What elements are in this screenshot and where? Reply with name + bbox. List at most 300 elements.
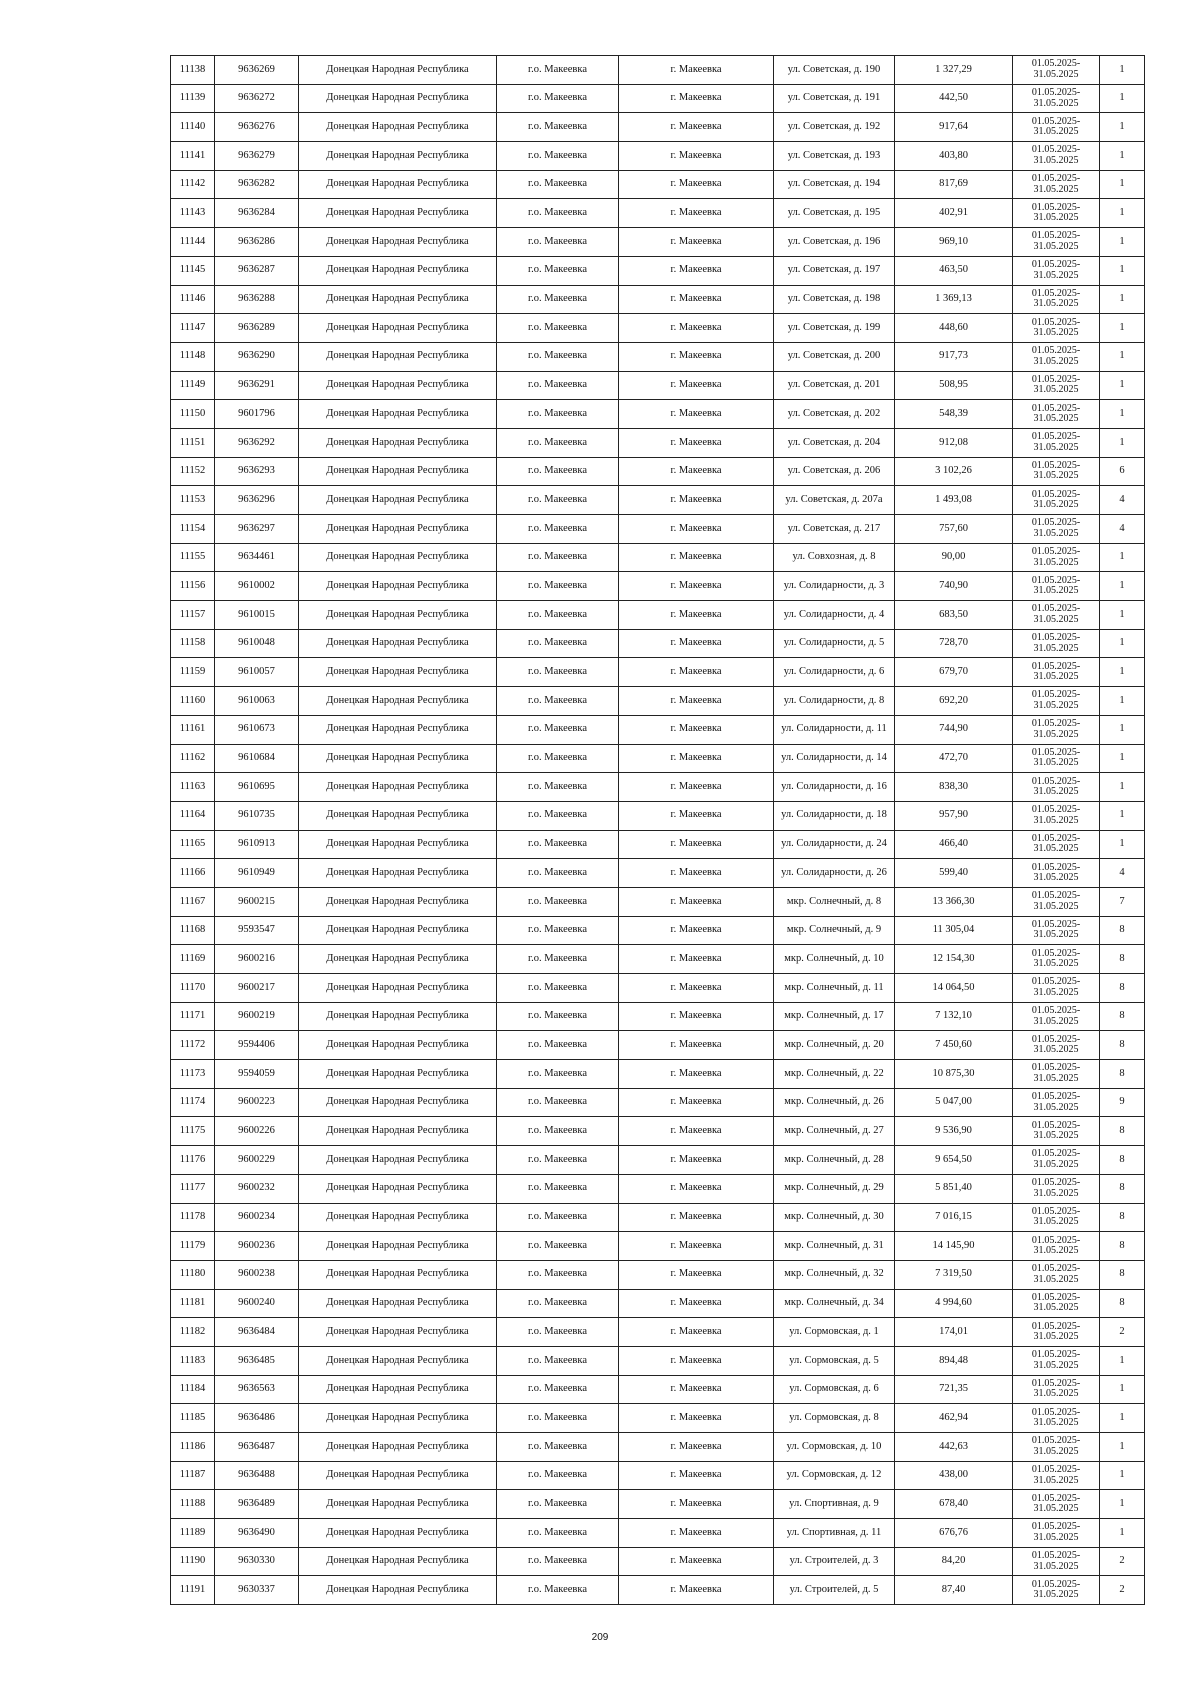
city-cell: г. Макеевка — [619, 400, 774, 429]
table-row — [171, 1490, 1145, 1519]
district-cell: г.о. Макеевка — [497, 1232, 619, 1261]
address-cell: ул. Солидарности, д. 8 — [774, 687, 895, 716]
row-number-cell: 11154 — [171, 515, 215, 544]
period-start: 01.05.2025- — [1031, 1062, 1081, 1074]
city-cell: г. Макеевка — [619, 1174, 774, 1203]
city-cell: г. Макеевка — [619, 887, 774, 916]
period-cell — [1013, 1433, 1100, 1462]
region-cell: Донецкая Народная Республика — [299, 371, 497, 400]
period-cell — [1013, 1232, 1100, 1261]
table-row — [171, 56, 1145, 85]
period-start: 01.05.2025- — [1031, 1435, 1081, 1447]
area-cell: 957,90 — [895, 801, 1013, 830]
period-cell — [1013, 400, 1100, 429]
row-number-cell: 11163 — [171, 773, 215, 802]
period-cell — [1013, 515, 1100, 544]
address-cell: мкр. Солнечный, д. 32 — [774, 1260, 895, 1289]
region-cell: Донецкая Народная Республика — [299, 801, 497, 830]
page-number: 209 — [591, 1632, 609, 1643]
period-end: 31.05.2025 — [1033, 1589, 1079, 1601]
table-row — [171, 830, 1145, 859]
object-id-cell: 9634461 — [215, 543, 299, 572]
address-cell: ул. Сормовская, д. 10 — [774, 1433, 895, 1462]
region-cell: Донецкая Народная Республика — [299, 744, 497, 773]
count-cell: 4 — [1100, 515, 1145, 544]
region-cell: Донецкая Народная Республика — [299, 658, 497, 687]
period-start: 01.05.2025- — [1031, 1291, 1081, 1303]
period-cell — [1013, 486, 1100, 515]
city-cell: г. Макеевка — [619, 1576, 774, 1605]
region-cell: Донецкая Народная Республика — [299, 687, 497, 716]
period-cell — [1013, 687, 1100, 716]
address-cell: мкр. Солнечный, д. 11 — [774, 974, 895, 1003]
area-cell: 3 102,26 — [895, 457, 1013, 486]
period-start: 01.05.2025- — [1031, 1349, 1081, 1361]
table-row — [171, 1088, 1145, 1117]
period-end: 31.05.2025 — [1033, 527, 1079, 539]
count-cell: 1 — [1100, 84, 1145, 113]
table-row — [171, 773, 1145, 802]
area-cell: 87,40 — [895, 1576, 1013, 1605]
period-end: 31.05.2025 — [1033, 929, 1079, 941]
city-cell: г. Макеевка — [619, 457, 774, 486]
period-end: 31.05.2025 — [1033, 499, 1079, 511]
period-end: 31.05.2025 — [1033, 1445, 1079, 1457]
row-number-cell: 11162 — [171, 744, 215, 773]
area-cell: 462,94 — [895, 1404, 1013, 1433]
table-row — [171, 1060, 1145, 1089]
area-cell: 7 132,10 — [895, 1002, 1013, 1031]
object-id-cell: 9636486 — [215, 1404, 299, 1433]
city-cell: г. Макеевка — [619, 658, 774, 687]
object-id-cell: 9600236 — [215, 1232, 299, 1261]
period-end: 31.05.2025 — [1033, 613, 1079, 625]
count-cell: 1 — [1100, 1433, 1145, 1462]
row-number-cell: 11166 — [171, 859, 215, 888]
city-cell: г. Макеевка — [619, 715, 774, 744]
count-cell: 8 — [1100, 1117, 1145, 1146]
region-cell: Донецкая Народная Республика — [299, 228, 497, 257]
table-row — [171, 228, 1145, 257]
count-cell: 1 — [1100, 715, 1145, 744]
period-start: 01.05.2025- — [1031, 1263, 1081, 1275]
period-end: 31.05.2025 — [1033, 240, 1079, 252]
period-start: 01.05.2025- — [1031, 775, 1081, 787]
period-start: 01.05.2025- — [1031, 144, 1081, 156]
table-row — [171, 1461, 1145, 1490]
district-cell: г.о. Макеевка — [497, 1576, 619, 1605]
object-id-cell: 9600216 — [215, 945, 299, 974]
district-cell: г.о. Макеевка — [497, 84, 619, 113]
region-cell: Донецкая Народная Республика — [299, 945, 497, 974]
count-cell: 8 — [1100, 1203, 1145, 1232]
city-cell: г. Макеевка — [619, 1490, 774, 1519]
district-cell: г.о. Макеевка — [497, 1346, 619, 1375]
district-cell: г.о. Макеевка — [497, 1547, 619, 1576]
table-row — [171, 142, 1145, 171]
address-cell: мкр. Солнечный, д. 29 — [774, 1174, 895, 1203]
row-number-cell: 11172 — [171, 1031, 215, 1060]
count-cell: 1 — [1100, 256, 1145, 285]
district-cell: г.о. Макеевка — [497, 256, 619, 285]
period-cell — [1013, 170, 1100, 199]
area-cell: 683,50 — [895, 601, 1013, 630]
district-cell: г.о. Макеевка — [497, 1117, 619, 1146]
period-cell — [1013, 859, 1100, 888]
period-cell — [1013, 1060, 1100, 1089]
city-cell: г. Макеевка — [619, 1375, 774, 1404]
period-start: 01.05.2025- — [1031, 1205, 1081, 1217]
region-cell: Донецкая Народная Республика — [299, 773, 497, 802]
count-cell: 8 — [1100, 1002, 1145, 1031]
period-end: 31.05.2025 — [1033, 1302, 1079, 1314]
period-start: 01.05.2025- — [1031, 431, 1081, 443]
address-cell: ул. Сормовская, д. 8 — [774, 1404, 895, 1433]
row-number-cell: 11161 — [171, 715, 215, 744]
period-end: 31.05.2025 — [1033, 327, 1079, 339]
count-cell: 8 — [1100, 1260, 1145, 1289]
city-cell: г. Макеевка — [619, 56, 774, 85]
period-cell — [1013, 1404, 1100, 1433]
period-start: 01.05.2025- — [1031, 718, 1081, 730]
city-cell: г. Макеевка — [619, 1461, 774, 1490]
table-row — [171, 1289, 1145, 1318]
address-cell: ул. Сормовская, д. 12 — [774, 1461, 895, 1490]
city-cell: г. Макеевка — [619, 543, 774, 572]
period-end: 31.05.2025 — [1033, 699, 1079, 711]
address-cell: ул. Советская, д. 206 — [774, 457, 895, 486]
region-cell: Донецкая Народная Республика — [299, 170, 497, 199]
period-start: 01.05.2025- — [1031, 316, 1081, 328]
period-end: 31.05.2025 — [1033, 97, 1079, 109]
count-cell: 4 — [1100, 859, 1145, 888]
region-cell: Донецкая Народная Республика — [299, 428, 497, 457]
period-cell — [1013, 629, 1100, 658]
area-cell: 728,70 — [895, 629, 1013, 658]
count-cell: 8 — [1100, 1232, 1145, 1261]
district-cell: г.о. Макеевка — [497, 1519, 619, 1548]
address-cell: ул. Солидарности, д. 4 — [774, 601, 895, 630]
object-id-cell: 9636269 — [215, 56, 299, 85]
period-cell — [1013, 1346, 1100, 1375]
object-id-cell: 9610063 — [215, 687, 299, 716]
period-end: 31.05.2025 — [1033, 68, 1079, 80]
region-cell: Донецкая Народная Республика — [299, 515, 497, 544]
district-cell: г.о. Макеевка — [497, 371, 619, 400]
region-cell: Донецкая Народная Республика — [299, 715, 497, 744]
city-cell: г. Макеевка — [619, 170, 774, 199]
period-cell — [1013, 601, 1100, 630]
district-cell: г.о. Макеевка — [497, 142, 619, 171]
object-id-cell: 9636485 — [215, 1346, 299, 1375]
row-number-cell: 11169 — [171, 945, 215, 974]
period-start: 01.05.2025- — [1031, 201, 1081, 213]
region-cell: Донецкая Народная Республика — [299, 1002, 497, 1031]
period-end: 31.05.2025 — [1033, 728, 1079, 740]
area-cell: 11 305,04 — [895, 916, 1013, 945]
row-number-cell: 11138 — [171, 56, 215, 85]
region-cell: Донецкая Народная Республика — [299, 199, 497, 228]
period-end: 31.05.2025 — [1033, 269, 1079, 281]
period-end: 31.05.2025 — [1033, 1531, 1079, 1543]
count-cell: 1 — [1100, 1404, 1145, 1433]
area-cell: 4 994,60 — [895, 1289, 1013, 1318]
table-row — [171, 601, 1145, 630]
row-number-cell: 11155 — [171, 543, 215, 572]
district-cell: г.о. Макеевка — [497, 1490, 619, 1519]
period-end: 31.05.2025 — [1033, 757, 1079, 769]
table-row — [171, 1002, 1145, 1031]
table-row — [171, 1174, 1145, 1203]
region-cell: Донецкая Народная Республика — [299, 56, 497, 85]
district-cell: г.о. Макеевка — [497, 543, 619, 572]
row-number-cell: 11178 — [171, 1203, 215, 1232]
object-id-cell: 9600217 — [215, 974, 299, 1003]
district-cell: г.о. Макеевка — [497, 285, 619, 314]
address-cell: ул. Сормовская, д. 6 — [774, 1375, 895, 1404]
city-cell: г. Макеевка — [619, 1404, 774, 1433]
table-row — [171, 457, 1145, 486]
period-end: 31.05.2025 — [1033, 1216, 1079, 1228]
city-cell: г. Макеевка — [619, 744, 774, 773]
period-end: 31.05.2025 — [1033, 1245, 1079, 1257]
area-cell: 5 047,00 — [895, 1088, 1013, 1117]
period-end: 31.05.2025 — [1033, 814, 1079, 826]
row-number-cell: 11168 — [171, 916, 215, 945]
count-cell: 8 — [1100, 945, 1145, 974]
address-cell: ул. Солидарности, д. 24 — [774, 830, 895, 859]
region-cell: Донецкая Народная Республика — [299, 859, 497, 888]
count-cell: 7 — [1100, 887, 1145, 916]
address-cell: мкр. Солнечный, д. 9 — [774, 916, 895, 945]
object-id-cell: 9594406 — [215, 1031, 299, 1060]
table-row — [171, 1375, 1145, 1404]
city-cell: г. Макеевка — [619, 199, 774, 228]
area-cell: 508,95 — [895, 371, 1013, 400]
period-end: 31.05.2025 — [1033, 1388, 1079, 1400]
region-cell: Донецкая Народная Республика — [299, 830, 497, 859]
count-cell: 1 — [1100, 658, 1145, 687]
count-cell: 9 — [1100, 1088, 1145, 1117]
count-cell: 2 — [1100, 1547, 1145, 1576]
row-number-cell: 11160 — [171, 687, 215, 716]
address-cell: ул. Советская, д. 199 — [774, 314, 895, 343]
row-number-cell: 11186 — [171, 1433, 215, 1462]
object-id-cell: 9636296 — [215, 486, 299, 515]
address-cell: ул. Спортивная, д. 9 — [774, 1490, 895, 1519]
address-cell: ул. Сормовская, д. 1 — [774, 1318, 895, 1347]
table-row — [171, 371, 1145, 400]
region-cell: Донецкая Народная Республика — [299, 543, 497, 572]
object-id-cell: 9600240 — [215, 1289, 299, 1318]
period-cell — [1013, 1519, 1100, 1548]
row-number-cell: 11158 — [171, 629, 215, 658]
period-end: 31.05.2025 — [1033, 441, 1079, 453]
region-cell: Донецкая Народная Республика — [299, 1490, 497, 1519]
region-cell: Донецкая Народная Республика — [299, 486, 497, 515]
row-number-cell: 11191 — [171, 1576, 215, 1605]
period-cell — [1013, 142, 1100, 171]
period-start: 01.05.2025- — [1031, 804, 1081, 816]
address-cell: ул. Советская, д. 217 — [774, 515, 895, 544]
period-cell — [1013, 572, 1100, 601]
address-cell: ул. Советская, д. 200 — [774, 342, 895, 371]
city-cell: г. Макеевка — [619, 113, 774, 142]
city-cell: г. Макеевка — [619, 342, 774, 371]
period-cell — [1013, 658, 1100, 687]
object-id-cell: 9600223 — [215, 1088, 299, 1117]
address-cell: ул. Советская, д. 204 — [774, 428, 895, 457]
district-cell: г.о. Макеевка — [497, 1203, 619, 1232]
period-end: 31.05.2025 — [1033, 900, 1079, 912]
area-cell: 917,64 — [895, 113, 1013, 142]
count-cell: 8 — [1100, 974, 1145, 1003]
region-cell: Донецкая Народная Республика — [299, 1203, 497, 1232]
period-start: 01.05.2025- — [1031, 574, 1081, 586]
district-cell: г.о. Макеевка — [497, 314, 619, 343]
area-cell: 744,90 — [895, 715, 1013, 744]
table-row — [171, 1260, 1145, 1289]
period-start: 01.05.2025- — [1031, 1578, 1081, 1590]
count-cell: 1 — [1100, 1519, 1145, 1548]
address-cell: ул. Солидарности, д. 14 — [774, 744, 895, 773]
city-cell: г. Макеевка — [619, 1088, 774, 1117]
object-id-cell: 9636286 — [215, 228, 299, 257]
area-cell: 679,70 — [895, 658, 1013, 687]
region-cell: Донецкая Народная Республика — [299, 974, 497, 1003]
object-id-cell: 9636276 — [215, 113, 299, 142]
period-start: 01.05.2025- — [1031, 861, 1081, 873]
period-cell — [1013, 1576, 1100, 1605]
period-end: 31.05.2025 — [1033, 986, 1079, 998]
district-cell: г.о. Макеевка — [497, 601, 619, 630]
city-cell: г. Макеевка — [619, 1260, 774, 1289]
period-end: 31.05.2025 — [1033, 212, 1079, 224]
region-cell: Донецкая Народная Республика — [299, 285, 497, 314]
area-cell: 14 064,50 — [895, 974, 1013, 1003]
address-cell: ул. Солидарности, д. 3 — [774, 572, 895, 601]
table-row — [171, 1404, 1145, 1433]
district-cell: г.о. Макеевка — [497, 515, 619, 544]
object-id-cell: 9630330 — [215, 1547, 299, 1576]
row-number-cell: 11152 — [171, 457, 215, 486]
period-start: 01.05.2025- — [1031, 947, 1081, 959]
period-cell — [1013, 199, 1100, 228]
period-end: 31.05.2025 — [1033, 1015, 1079, 1027]
period-cell — [1013, 773, 1100, 802]
row-number-cell: 11167 — [171, 887, 215, 916]
area-cell: 757,60 — [895, 515, 1013, 544]
district-cell: г.о. Макеевка — [497, 1289, 619, 1318]
row-number-cell: 11144 — [171, 228, 215, 257]
table-row — [171, 113, 1145, 142]
city-cell: г. Макеевка — [619, 916, 774, 945]
city-cell: г. Макеевка — [619, 1203, 774, 1232]
period-cell — [1013, 1146, 1100, 1175]
row-number-cell: 11170 — [171, 974, 215, 1003]
object-id-cell: 9636488 — [215, 1461, 299, 1490]
object-id-cell: 9594059 — [215, 1060, 299, 1089]
district-cell: г.о. Макеевка — [497, 56, 619, 85]
address-cell: ул. Советская, д. 197 — [774, 256, 895, 285]
district-cell: г.о. Макеевка — [497, 400, 619, 429]
address-cell: мкр. Солнечный, д. 22 — [774, 1060, 895, 1089]
period-cell — [1013, 228, 1100, 257]
object-id-cell: 9636287 — [215, 256, 299, 285]
period-cell — [1013, 1375, 1100, 1404]
region-cell: Донецкая Народная Республика — [299, 1461, 497, 1490]
district-cell: г.о. Макеевка — [497, 457, 619, 486]
city-cell: г. Макеевка — [619, 285, 774, 314]
count-cell: 8 — [1100, 916, 1145, 945]
count-cell: 1 — [1100, 830, 1145, 859]
count-cell: 1 — [1100, 572, 1145, 601]
period-start: 01.05.2025- — [1031, 689, 1081, 701]
row-number-cell: 11181 — [171, 1289, 215, 1318]
region-cell: Донецкая Народная Республика — [299, 1576, 497, 1605]
district-cell: г.о. Макеевка — [497, 830, 619, 859]
table-row — [171, 1031, 1145, 1060]
period-start: 01.05.2025- — [1031, 1148, 1081, 1160]
table-row — [171, 199, 1145, 228]
region-cell: Донецкая Народная Республика — [299, 601, 497, 630]
period-start: 01.05.2025- — [1031, 1119, 1081, 1131]
period-start: 01.05.2025- — [1031, 58, 1081, 70]
count-cell: 8 — [1100, 1060, 1145, 1089]
period-cell — [1013, 371, 1100, 400]
table-row — [171, 1433, 1145, 1462]
address-cell: ул. Советская, д. 201 — [774, 371, 895, 400]
row-number-cell: 11159 — [171, 658, 215, 687]
region-cell: Донецкая Народная Республика — [299, 1519, 497, 1548]
district-cell: г.о. Макеевка — [497, 113, 619, 142]
district-cell: г.о. Макеевка — [497, 687, 619, 716]
city-cell: г. Макеевка — [619, 801, 774, 830]
city-cell: г. Макеевка — [619, 371, 774, 400]
district-cell: г.о. Макеевка — [497, 974, 619, 1003]
period-end: 31.05.2025 — [1033, 1331, 1079, 1343]
object-id-cell: 9610048 — [215, 629, 299, 658]
period-cell — [1013, 285, 1100, 314]
period-end: 31.05.2025 — [1033, 470, 1079, 482]
district-cell: г.о. Макеевка — [497, 1002, 619, 1031]
object-id-cell: 9636284 — [215, 199, 299, 228]
district-cell: г.о. Макеевка — [497, 1060, 619, 1089]
period-start: 01.05.2025- — [1031, 1377, 1081, 1389]
area-cell: 721,35 — [895, 1375, 1013, 1404]
address-cell: ул. Строителей, д. 5 — [774, 1576, 895, 1605]
count-cell: 1 — [1100, 56, 1145, 85]
table-row — [171, 1519, 1145, 1548]
period-end: 31.05.2025 — [1033, 958, 1079, 970]
area-cell: 448,60 — [895, 314, 1013, 343]
period-end: 31.05.2025 — [1033, 1072, 1079, 1084]
period-start: 01.05.2025- — [1031, 1033, 1081, 1045]
row-number-cell: 11139 — [171, 84, 215, 113]
area-cell: 969,10 — [895, 228, 1013, 257]
district-cell: г.о. Макеевка — [497, 199, 619, 228]
period-cell — [1013, 84, 1100, 113]
period-end: 31.05.2025 — [1033, 1417, 1079, 1429]
period-end: 31.05.2025 — [1033, 786, 1079, 798]
object-id-cell: 9636563 — [215, 1375, 299, 1404]
row-number-cell: 11176 — [171, 1146, 215, 1175]
row-number-cell: 11180 — [171, 1260, 215, 1289]
address-cell: мкр. Солнечный, д. 34 — [774, 1289, 895, 1318]
region-cell: Донецкая Народная Республика — [299, 1117, 497, 1146]
district-cell: г.о. Макеевка — [497, 1375, 619, 1404]
district-cell: г.о. Макеевка — [497, 228, 619, 257]
